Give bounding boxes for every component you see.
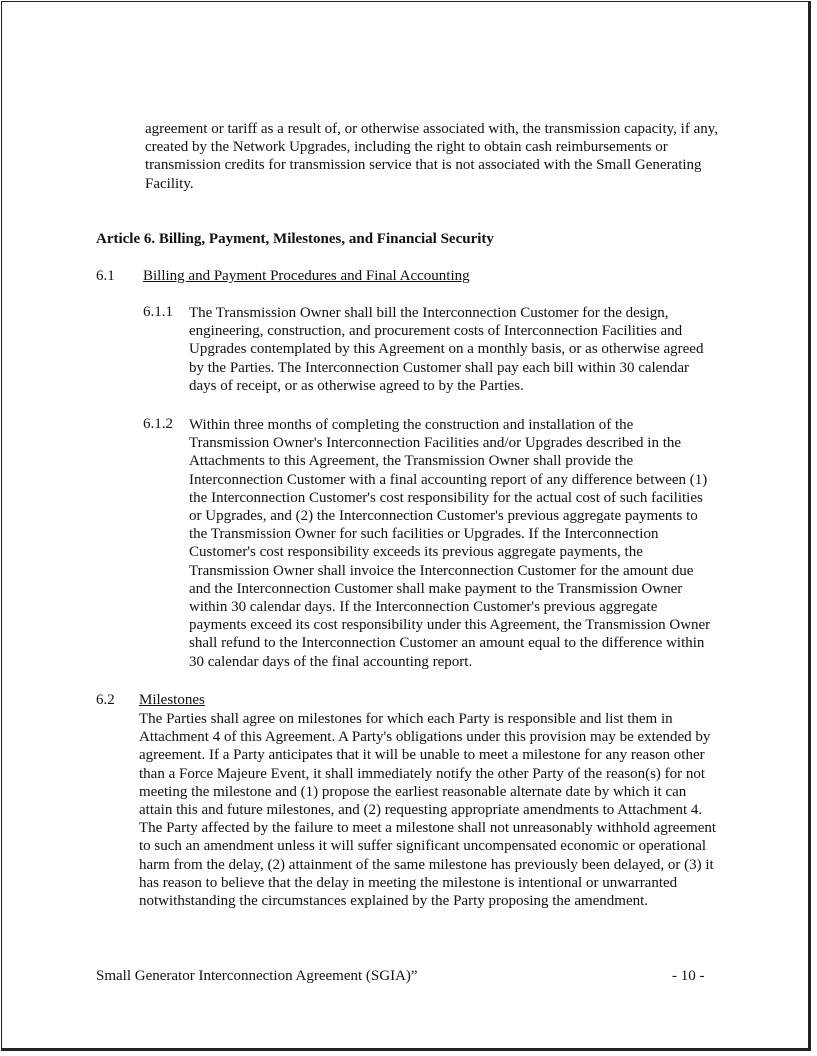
section-6-1-title: Billing and Payment Procedures and Final Accounting [143, 268, 470, 284]
footer-document-title: Small Generator Interconnection Agreement (SGIA)” [96, 968, 418, 984]
footer-page-number: - 10 - [672, 968, 705, 984]
intro-paragraph: agreement or tariff as a result of, or otherwise associated with, the transmission capacity, if any, created by the Network Upgrades, including the right to obtain cash reimbursements or transmission credits for transmission service that is not associated with the Small Generating Facility. [145, 121, 719, 192]
section-6-2-text: The Parties shall agree on milestones for which each Party is responsible and list them in Attachment 4 of this Agreement. A Party's obligations under this provision may be extended by agreement. If a Party anticipates that it will be unable to meet a milestone for any reason other than a Force Majeure Event, it shall immediately notify the other Party of the reason(s) for not meeting the milestone and (1) propose the earliest reasonable alternate date by which it can attain this and future milestones, and (2) requesting appropriate amendments to Attachment 4. The Party affected by the failure to meet a milestone shall not unreasonably withhold agreement to such an amendment unless it will suffer significant uncompensated economic or operational harm from the delay, (2) attainment of the same milestone has previously been delayed, or (3) it has reason to believe that the delay in meeting the milestone is intentional or unwarranted notwithstanding the circumstances explained by the Party proposing the amendment. [139, 711, 717, 910]
subsection-6-1-2-number: 6.1.2 [143, 416, 173, 432]
section-6-1-number: 6.1 [96, 268, 115, 284]
section-6-2-number: 6.2 [96, 692, 115, 708]
section-6-2-title: Milestones [139, 692, 205, 708]
article-heading: Article 6. Billing, Payment, Milestones, and Financial Security [96, 231, 494, 247]
subsection-6-1-1-number: 6.1.1 [143, 304, 173, 320]
subsection-6-1-1-text: The Transmission Owner shall bill the Interconnection Customer for the design, engineering, construction, and procurement costs of Interconnection Facilities and Upgrades contemplated by this Agreement on a monthly basis, or as otherwise agreed by the Parties. The Interconnection Customer shall pay each bill within 30 calendar days of receipt, or as otherwise agreed to by the Parties. [189, 305, 704, 394]
subsection-6-1-2-text: Within three months of completing the construction and installation of the Transmission Owner's Interconnection Facilities and/or Upgrades described in the Attachments to this Agreement, the Transmission Owner shall provide the Interconnection Customer with a final accounting report of any difference between (1) the Interconnection Customer's cost responsibility for the actual cost of such facilities or Upgrades, and (2) the Interconnection Customer's previous aggregate payments to the Transmission Owner for such facilities or Upgrades. If the Interconnection Customer's cost responsibility exceeds its previous aggregate payments, the Transmission Owner shall invoice the Interconnection Customer for the amount due and the Interconnection Customer shall make payment to the Transmission Owner within 30 calendar days. If the Interconnection Customer's previous aggregate payments exceed its cost responsibility under this Agreement, the Transmission Owner shall refund to the Interconnection Customer an amount equal to the difference within 30 calendar days of the final accounting report. [189, 417, 711, 670]
